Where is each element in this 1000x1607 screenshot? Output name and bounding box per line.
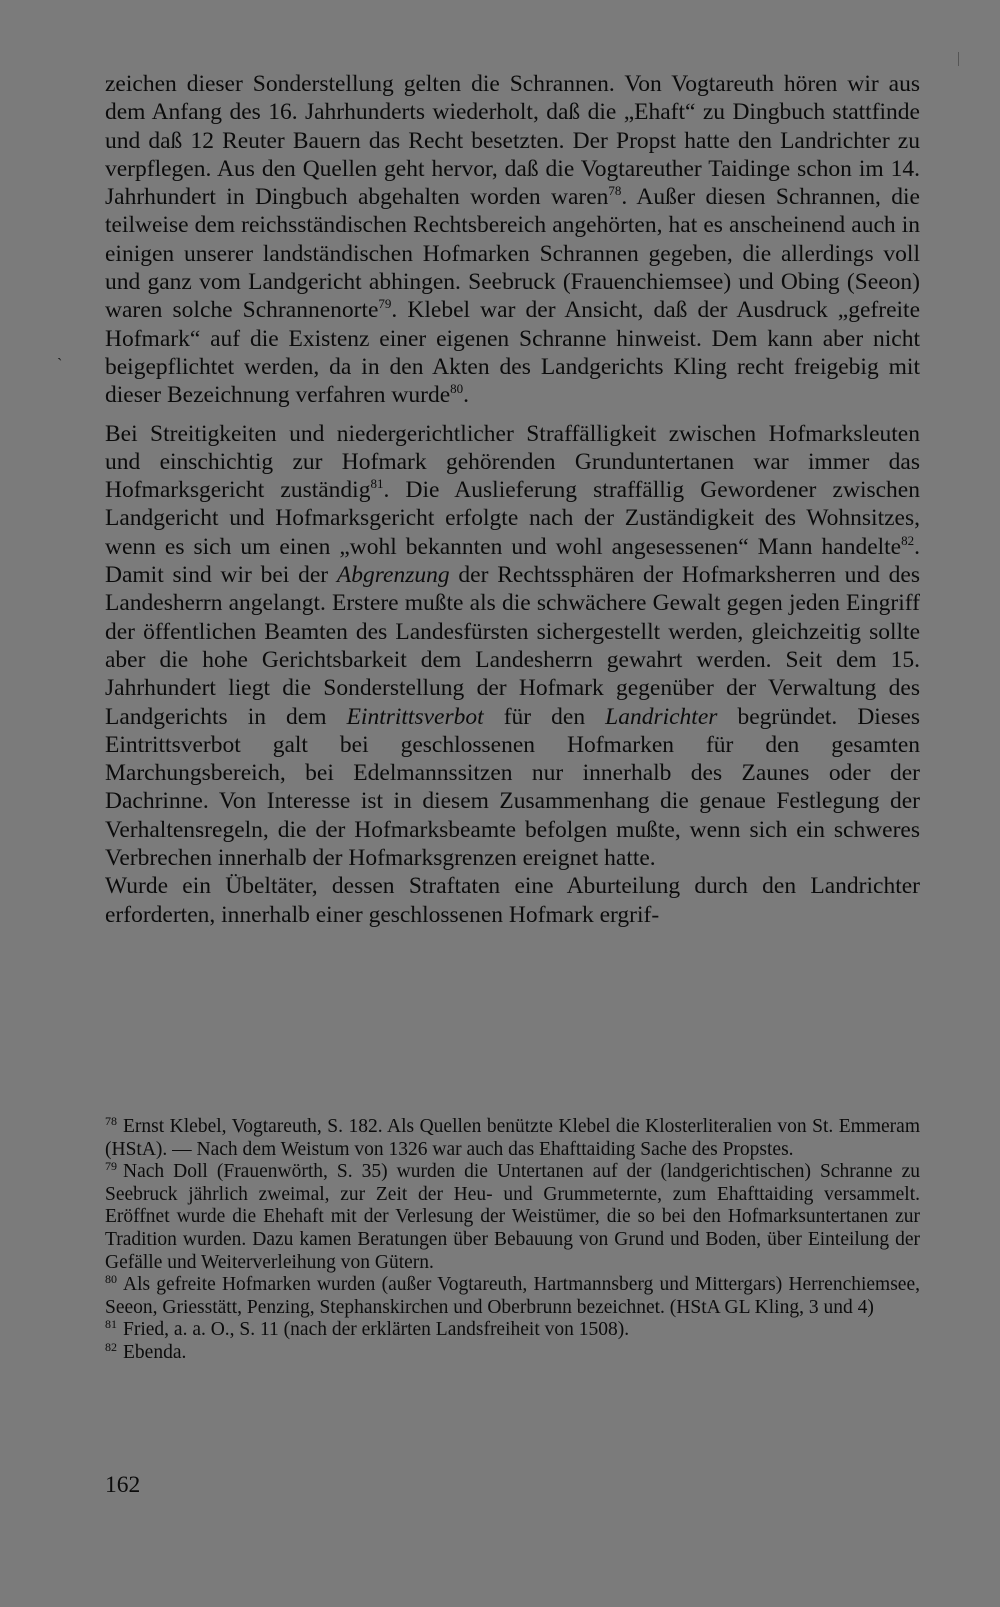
footnote-80: $^{80}$ Als gefreite Hofmarken wurden (außer Vogtareuth, Hartmannsberg und Mittergars) Herrenchiemsee, Seeon, Griesstätt, Penzing, Stephanskirchen und Oberbrunn bezeichnet. (HStA GL Kling, 3 und 4): [105, 1272, 920, 1318]
footnote-ref-78: 78: [608, 183, 622, 199]
paragraph-3: Wurde ein Übeltäter, dessen Straftaten eine Aburteilung durch den Landrichter erforderten, innerhalb einer geschlossenen Hofmark ergrif-: [105, 873, 920, 928]
emphasis-eintrittsverbot: Eintrittsverbot: [346, 703, 484, 730]
footnote-79: $^{79}$ Nach Doll (Frauenwörth, S. 35) wurden die Untertanen auf der (landgerichtischen) Schranne zu Seebruck jährlich zweimal, zur Zeit der Heu- und Grummeternte, zum Ehafttaiding versammelt. Eröffnet wurde die Ehehaft mit der Verlesung der Weistümer, die so bei den Hofmarksuntertanen zur Tradition wurden. Dazu kamen Beratungen über Bebauung von Grund und Boden, über Einteilung der Gefälle und Weiterverleihung von Gütern.: [105, 1159, 920, 1273]
scan-artifact-mark: [958, 52, 959, 66]
footnotes: [105, 1116, 920, 1365]
footnote-82: $^{82}$ Ebenda.: [105, 1339, 187, 1363]
paragraph-1: zeichen dieser Sonderstellung gelten die Schrannen. Von Vogtareuth hören wir aus dem Anfang des 16. Jahrhunderts wiederholt, daß die „Ehaft“ zu Dingbuch stattfinde und daß 12 Reuter Bauern das Recht besetzten. Der Propst hatte den Landrichter zu verpflegen. Aus den Quellen geht hervor, daß die Vogtareuther Taidinge schon im 14. Jahrhundert in Dingbuch abgehalten worden waren$^{78}$. Außer diesen Schrannen, die teilweise dem reichsständischen Rechtsbereich angehörten, hat es anscheinend auch in einigen unserer landständischen Hofmarken Schrannen gegeben, die allerdings voll und ganz vom Landgericht abhingen. Seebruck (Frauenchiemsee) und Obing (Seeon) waren solche Schrannenorte$^{79}$. Klebel war der Ansicht, daß der Ausdruck „gefreite Hofmark“ auf die Existenz einer eigenen Schranne hinweist. Dem kann aber nicht beigepflichtet werden, da in den Akten des Landgerichts Kling recht freigebig mit dieser Bezeichnung verfahren wurde$^{80}$.: [105, 71, 920, 409]
paragraph-2: Bei Streitigkeiten und niedergerichtlicher Straffälligkeit zwischen Hofmarksleuten und einschichtig zur Hofmark gehörenden Grunduntertanen war immer das Hofmarksgericht zuständig$^{81}$. Die Auslieferung straffällig Gewordener zwischen Landgericht und Hofmarksgericht erfolgte nach der Zuständigkeit des Wohnsitzes, wenn es sich um einen „wohl bekannten und wohl angesessenen“ Mann handelte$^{82}$. Damit sind wir bei der Abgrenzung der Rechtssphären der Hofmarksherren und des Landesherrn angelangt. Erstere mußte als die schwächere Gewalt gegen jeden Eingriff der öffentlichen Beamten des Landesfürsten sichergestellt werden, gleichzeitig sollte aber die hohe Gerichtsbarkeit dem Landesherrn gewahrt werden. Seit dem 15. Jahrhundert liegt die Sonderstellung der Hofmark gegenüber der Verwaltung des Landgerichts in dem Eintrittsverbot für den Landrichter begründet. Dieses Eintrittsverbot galt bei geschlossenen Hofmarken für den gesamten Marchungsbereich, bei Edelmannssitzen nur innerhalb des Zaunes oder der Dachrinne. Von Interesse ist in diesem Zusammenhang die genaue Festlegung der Verhaltensregeln, die der Hofmarksbeamte befolgen mußte, wenn sich ein schweres Verbrechen innerhalb der Hofmarksgrenzen ereignet hatte.: [105, 420, 920, 872]
footnote-ref-81: 81: [370, 476, 384, 492]
footnote-ref-79: 79: [378, 296, 392, 312]
footnote-81: $^{81}$ Fried, a. a. O., S. 11 (nach der erklärten Landsfreiheit von 1508).: [105, 1317, 630, 1341]
margin-tick-mark: ˋ: [57, 356, 63, 373]
emphasis-landrichter: Landrichter: [605, 703, 718, 730]
emphasis-abgrenzung: Abgrenzung: [336, 562, 450, 589]
footnote-ref-82: 82: [901, 532, 915, 548]
page-number: 162: [105, 1472, 141, 1498]
footnote-78: $^{78}$ Ernst Klebel, Vogtareuth, S. 182. Als Quellen benützte Klebel die Klosterliteralien von St. Emmeram (HStA). — Nach dem Weistum von 1326 war auch das Ehafttaiding Sache des Propstes.: [105, 1114, 920, 1160]
main-text: [105, 70, 920, 929]
footnote-ref-80: 80: [450, 381, 464, 397]
